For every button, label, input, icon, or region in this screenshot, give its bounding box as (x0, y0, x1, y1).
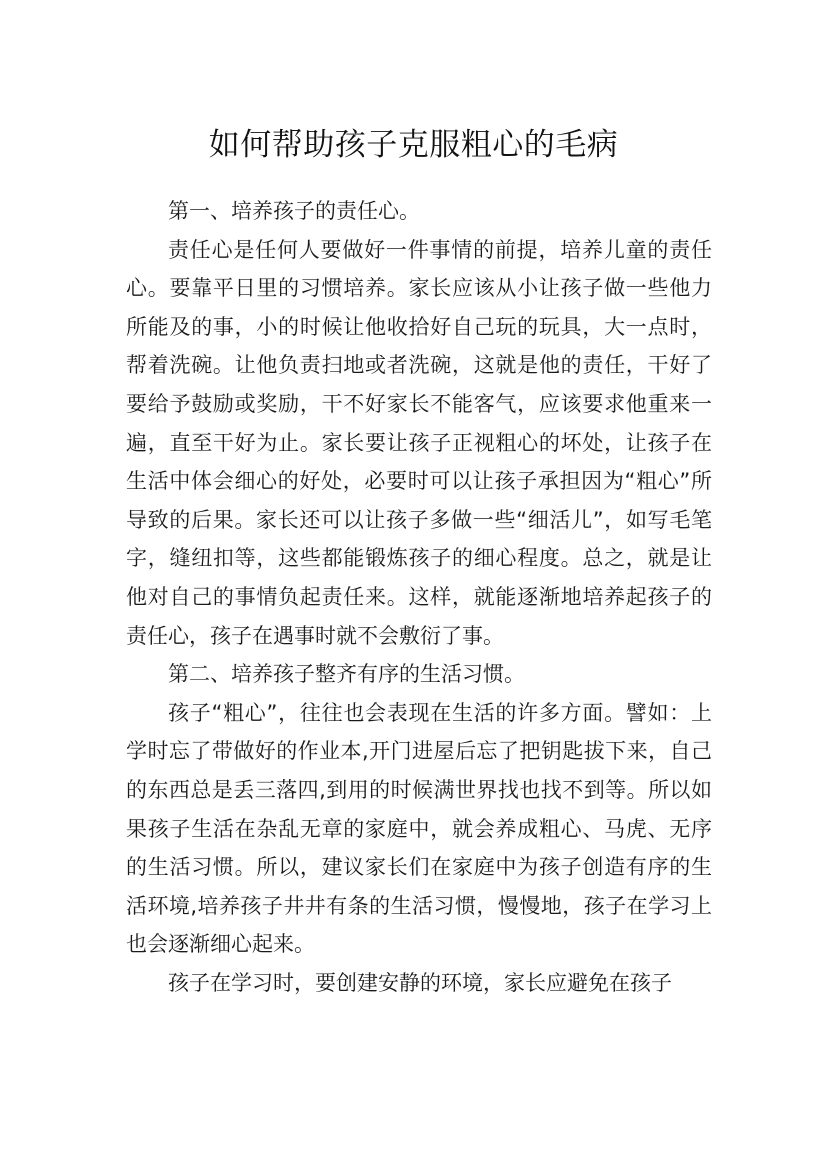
paragraph-environment: 孩子在学习时，要创建安静的环境，家长应避免在孩子 (168, 970, 672, 995)
section-heading-1: 第一、培养孩子的责任心。 (168, 199, 420, 223)
section-heading-2: 第二、培养孩子整齐有序的生活习惯。 (168, 662, 525, 687)
page-title: 如何帮助孩子克服粗心的毛病 (208, 126, 619, 163)
document-body (126, 192, 712, 1002)
paragraph-habits: 孩子“粗心”，往往也会表现在生活的许多方面。譬如：上学时忘了带做好的作业本,开门进屋后忘了把钥匙拔下来，自己的东西总是丢三落四,到用的时候满世界找也找不到等。所以如果孩子生活在杂乱无章的家庭中，就会养成粗心、马虎、无序的生活习惯。所以，建议家长们在家庭中为孩子创造有序的生活环境,培养孩子井井有条的生活习惯，慢慢地，孩子在学习上也会逐渐细心起来。 (126, 700, 712, 957)
paragraph-responsibility: 责任心是任何人要做好一件事情的前提，培养儿童的责任心。要靠平日里的习惯培养。家长应该从小让孩子做一些他力所能及的事，小的时候让他收拾好自己玩的玩具，大一点时，帮着洗碗。让他负责扫地或者洗碗，这就是他的责任，干好了要给予鼓励或奖励，干不好家长不能客气，应该要求他重来一遍，直至干好为止。家长要让孩子正视粗心的坏处，让孩子在生活中体会细心的好处，必要时可以让孩子承担因为“粗心”所导致的后果。家长还可以让孩子多做一些“细活儿”，如写毛笔字，缝纽扣等，这些都能锻炼孩子的细心程度。总之，就是让他对自己的事情负起责任来。这样，就能逐渐地培养起孩子的责任心，孩子在遇事时就不会敷衍了事。 (126, 237, 712, 648)
